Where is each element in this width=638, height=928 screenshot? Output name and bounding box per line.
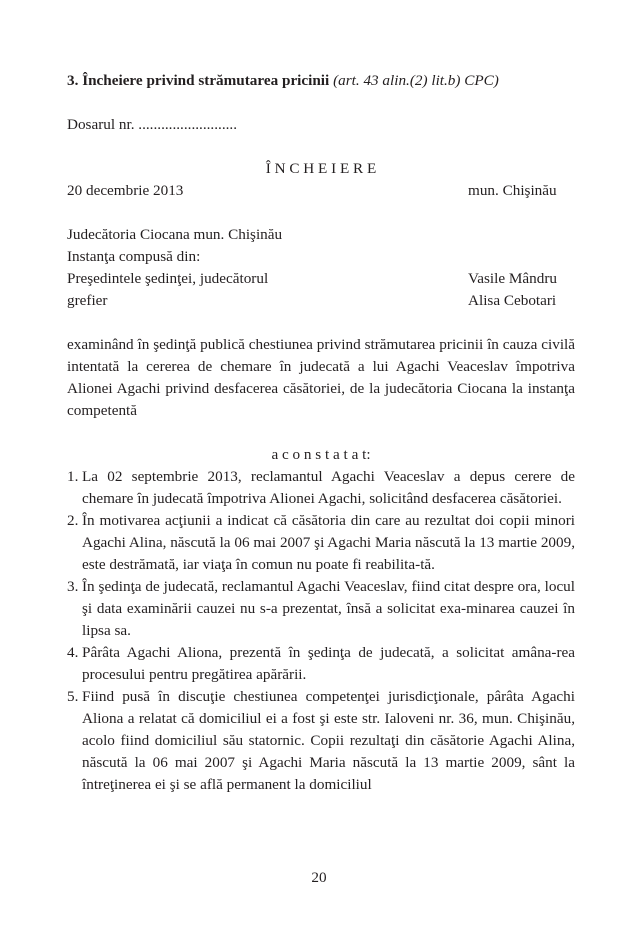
- section-heading-title: 3. Încheiere privind strămutarea pricinii: [67, 72, 330, 89]
- list-item-number: 1.: [67, 468, 79, 485]
- list-item-number: 4.: [67, 644, 79, 661]
- list-item-text: În motivarea acţiunii a indicat că căsătoria din care au rezultat doi copii minori Agachi Alina, născută la 06 mai 2007 şi Agachi Maria născută la 13 martie 2009, este destrămată, iar viaţa în comun nu poate fi reabilita-tă.: [82, 512, 575, 573]
- document-title: Î N C H E I E R E: [265, 160, 377, 177]
- section-heading-reference: (art. 43 alin.(2) lit.b) CPC): [333, 72, 499, 89]
- list-item-number: 3.: [67, 578, 79, 595]
- court-composition: Instanţa compusă din:: [67, 248, 201, 265]
- list-item-text: La 02 septembrie 2013, reclamantul Agachi Veaceslav a depus cerere de chemare în judecată împotriva Alionei Agachi, solicitând desfacerea căsătoriei.: [82, 468, 575, 507]
- judge-row: [67, 268, 575, 290]
- list-item: [67, 642, 575, 686]
- list-item-text: Pârâta Agachi Aliona, prezentă în şedinţa de judecată, a solicitat amâna-rea procesului pentru pregătirea apărării.: [82, 644, 575, 683]
- constatat-heading: a c o n s t a t a t:: [271, 446, 371, 463]
- clerk-row: [67, 290, 575, 312]
- judge-name: Vasile Mândru: [468, 270, 557, 287]
- findings-list: [67, 466, 575, 796]
- clerk-name: Alisa Cebotari: [468, 292, 557, 309]
- intro-paragraph: examinând în şedinţă publică chestiunea privind strămutarea pricinii în cauza civilă intentată la cererea de chemare în judecată a lui Agachi Veaceslav împotriva Alionei Agachi privind desfacerea căsătoriei, de la judecătoria Ciocana la instanţa competentă: [67, 336, 575, 419]
- list-item: [67, 466, 575, 510]
- list-item-number: 2.: [67, 512, 79, 529]
- list-item-number: 5.: [67, 688, 79, 705]
- date-place-row: [67, 180, 575, 202]
- list-item: [67, 510, 575, 576]
- document-date: 20 decembrie 2013: [67, 182, 184, 199]
- list-item: [67, 576, 575, 642]
- page-number: 20: [311, 869, 327, 886]
- clerk-role: grefier: [67, 292, 108, 309]
- case-number: Dosarul nr. ..........................: [67, 116, 238, 133]
- list-item-text: Fiind pusă în discuţie chestiunea competenţei jurisdicţionale, pârâta Agachi Aliona a relatat că domiciliul ei a fost şi este str. Ialoveni nr. 36, mun. Chişinău, acolo fiind domiciliul său statornic. Copii rezultaţi din căsătorie Agachi Alina, născută la 06 mai 2007 şi Agachi Maria născută la 13 martie 2009, sânt la întreţinerea ei şi se află permanent la domiciliul: [82, 688, 575, 793]
- list-item: [67, 686, 575, 796]
- document-place: mun. Chişinău: [468, 182, 557, 199]
- list-item-text: În şedinţa de judecată, reclamantul Agachi Veaceslav, fiind citat despre ora, locul şi data examinării cauzei nu s-a prezentat, însă a solicitat exa-minarea cauzei în lipsa sa.: [82, 578, 575, 639]
- document-page: [67, 70, 575, 796]
- section-heading: [67, 70, 575, 92]
- court-name: Judecătoria Ciocana mun. Chişinău: [67, 226, 283, 243]
- judge-role: Preşedintele şedinţei, judecătorul: [67, 270, 269, 287]
